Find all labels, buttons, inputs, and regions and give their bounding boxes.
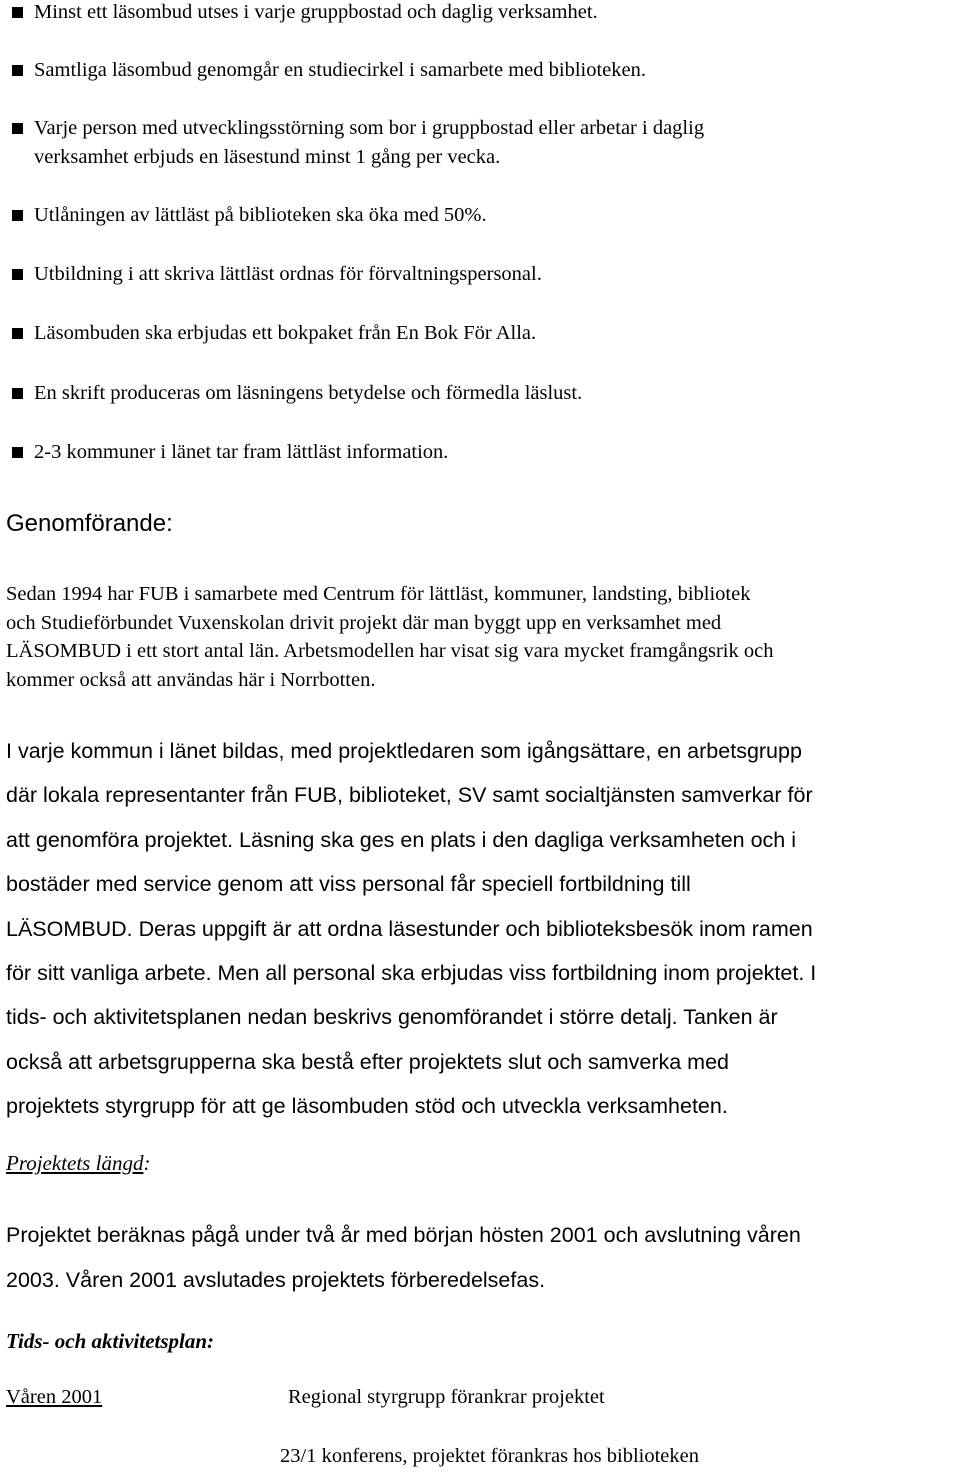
plan-activity: Regional styrgrupp förankrar projektet <box>288 1386 605 1408</box>
paragraph-line: Sedan 1994 har FUB i samarbete med Centrum för lättläst, kommuner, landsting, bibliotek <box>6 583 751 605</box>
list-item-text: Utbildning i att skriva lättläst ordnas för förvaltningspersonal. <box>34 263 542 285</box>
section-heading-genomforande: Genomförande: <box>6 510 173 537</box>
list-item-text: En skrift produceras om läsningens betydelse och förmedla läslust. <box>34 382 583 404</box>
genomforande-paragraph-1 <box>6 580 773 694</box>
section-heading-projektets-langd <box>6 1151 150 1176</box>
list-item-text: Läsombuden ska erbjudas ett bokpaket från En Bok För Alla. <box>34 322 537 344</box>
genomforande-paragraph-2 <box>6 729 816 1129</box>
square-bullet-icon <box>12 123 23 134</box>
paragraph-line: LÄSOMBUD. Deras uppgift är att ordna läsestunder och biblioteksbesök inom ramen <box>6 916 813 941</box>
square-bullet-icon <box>12 7 23 18</box>
square-bullet-icon <box>12 210 23 221</box>
plan-activity: 23/1 konferens, projektet förankras hos biblioteken <box>280 1445 699 1467</box>
square-bullet-icon <box>12 388 23 399</box>
paragraph-line: 2003. Våren 2001 avslutades projektets förberedelsefas. <box>6 1267 546 1292</box>
paragraph-line: för sitt vanliga arbete. Men all personal ska erbjudas viss fortbildning inom projektet. I <box>6 961 817 986</box>
paragraph-line: tids- och aktivitetsplanen nedan beskrivs genomförandet i större detalj. Tanken är <box>6 1005 778 1030</box>
list-item-text: Samtliga läsombud genomgår en studiecirkel i samarbete med biblioteken. <box>34 59 646 81</box>
paragraph-line: LÄSOMBUD i ett stort antal län. Arbetsmodellen har visat sig vara mycket framgångsrik och <box>6 640 774 662</box>
paragraph-line: kommer också att användas här i Norrbotten. <box>6 668 376 691</box>
paragraph-line: där lokala representanter från FUB, biblioteket, SV samt socialtjänsten samverkar för <box>6 783 813 808</box>
list-item-text: 2-3 kommuner i länet tar fram lättläst information. <box>34 441 449 463</box>
list-item-text: Utlåningen av lättläst på biblioteken ska öka med 50%. <box>34 204 487 226</box>
paragraph-line: och Studieförbundet Vuxenskolan drivit projekt där man byggt upp en verksamhet med <box>6 611 722 634</box>
list-item-text: Varje person med utvecklingsstörning som bor i gruppbostad eller arbetar i daglig <box>34 117 705 139</box>
heading-text: Projektets längd <box>6 1151 144 1175</box>
square-bullet-icon <box>12 447 23 458</box>
paragraph-line: projektets styrgrupp för att ge läsombuden stöd och utveckla verksamheten. <box>6 1094 728 1119</box>
square-bullet-icon <box>12 269 23 280</box>
paragraph-line: att genomföra projektet. Läsning ska ges en plats i den dagliga verksamheten och i <box>6 827 797 852</box>
paragraph-line: bostäder med service genom att viss personal får speciell fortbildning till <box>6 872 691 897</box>
square-bullet-icon <box>12 328 23 339</box>
projektets-langd-paragraph <box>6 1213 801 1302</box>
list-item-text-continued: verksamhet erbjuds en läsestund minst 1 gång per vecka. <box>34 146 501 168</box>
paragraph-line: Projektet beräknas pågå under två år med början hösten 2001 och avslutning våren <box>6 1223 801 1247</box>
square-bullet-icon <box>12 65 23 76</box>
list-item-text: Minst ett läsombud utses i varje gruppbostad och daglig verksamhet. <box>34 1 598 23</box>
plan-period: Våren 2001 <box>6 1386 103 1408</box>
paragraph-line: I varje kommun i länet bildas, med projektledaren som igångsättare, en arbetsgrupp <box>6 739 802 763</box>
heading-colon: : <box>143 1151 151 1175</box>
paragraph-line: också att arbetsgrupperna ska bestå efter projektets slut och samverka med <box>6 1049 730 1074</box>
section-heading-tidsplan: Tids- och aktivitetsplan: <box>6 1329 215 1353</box>
